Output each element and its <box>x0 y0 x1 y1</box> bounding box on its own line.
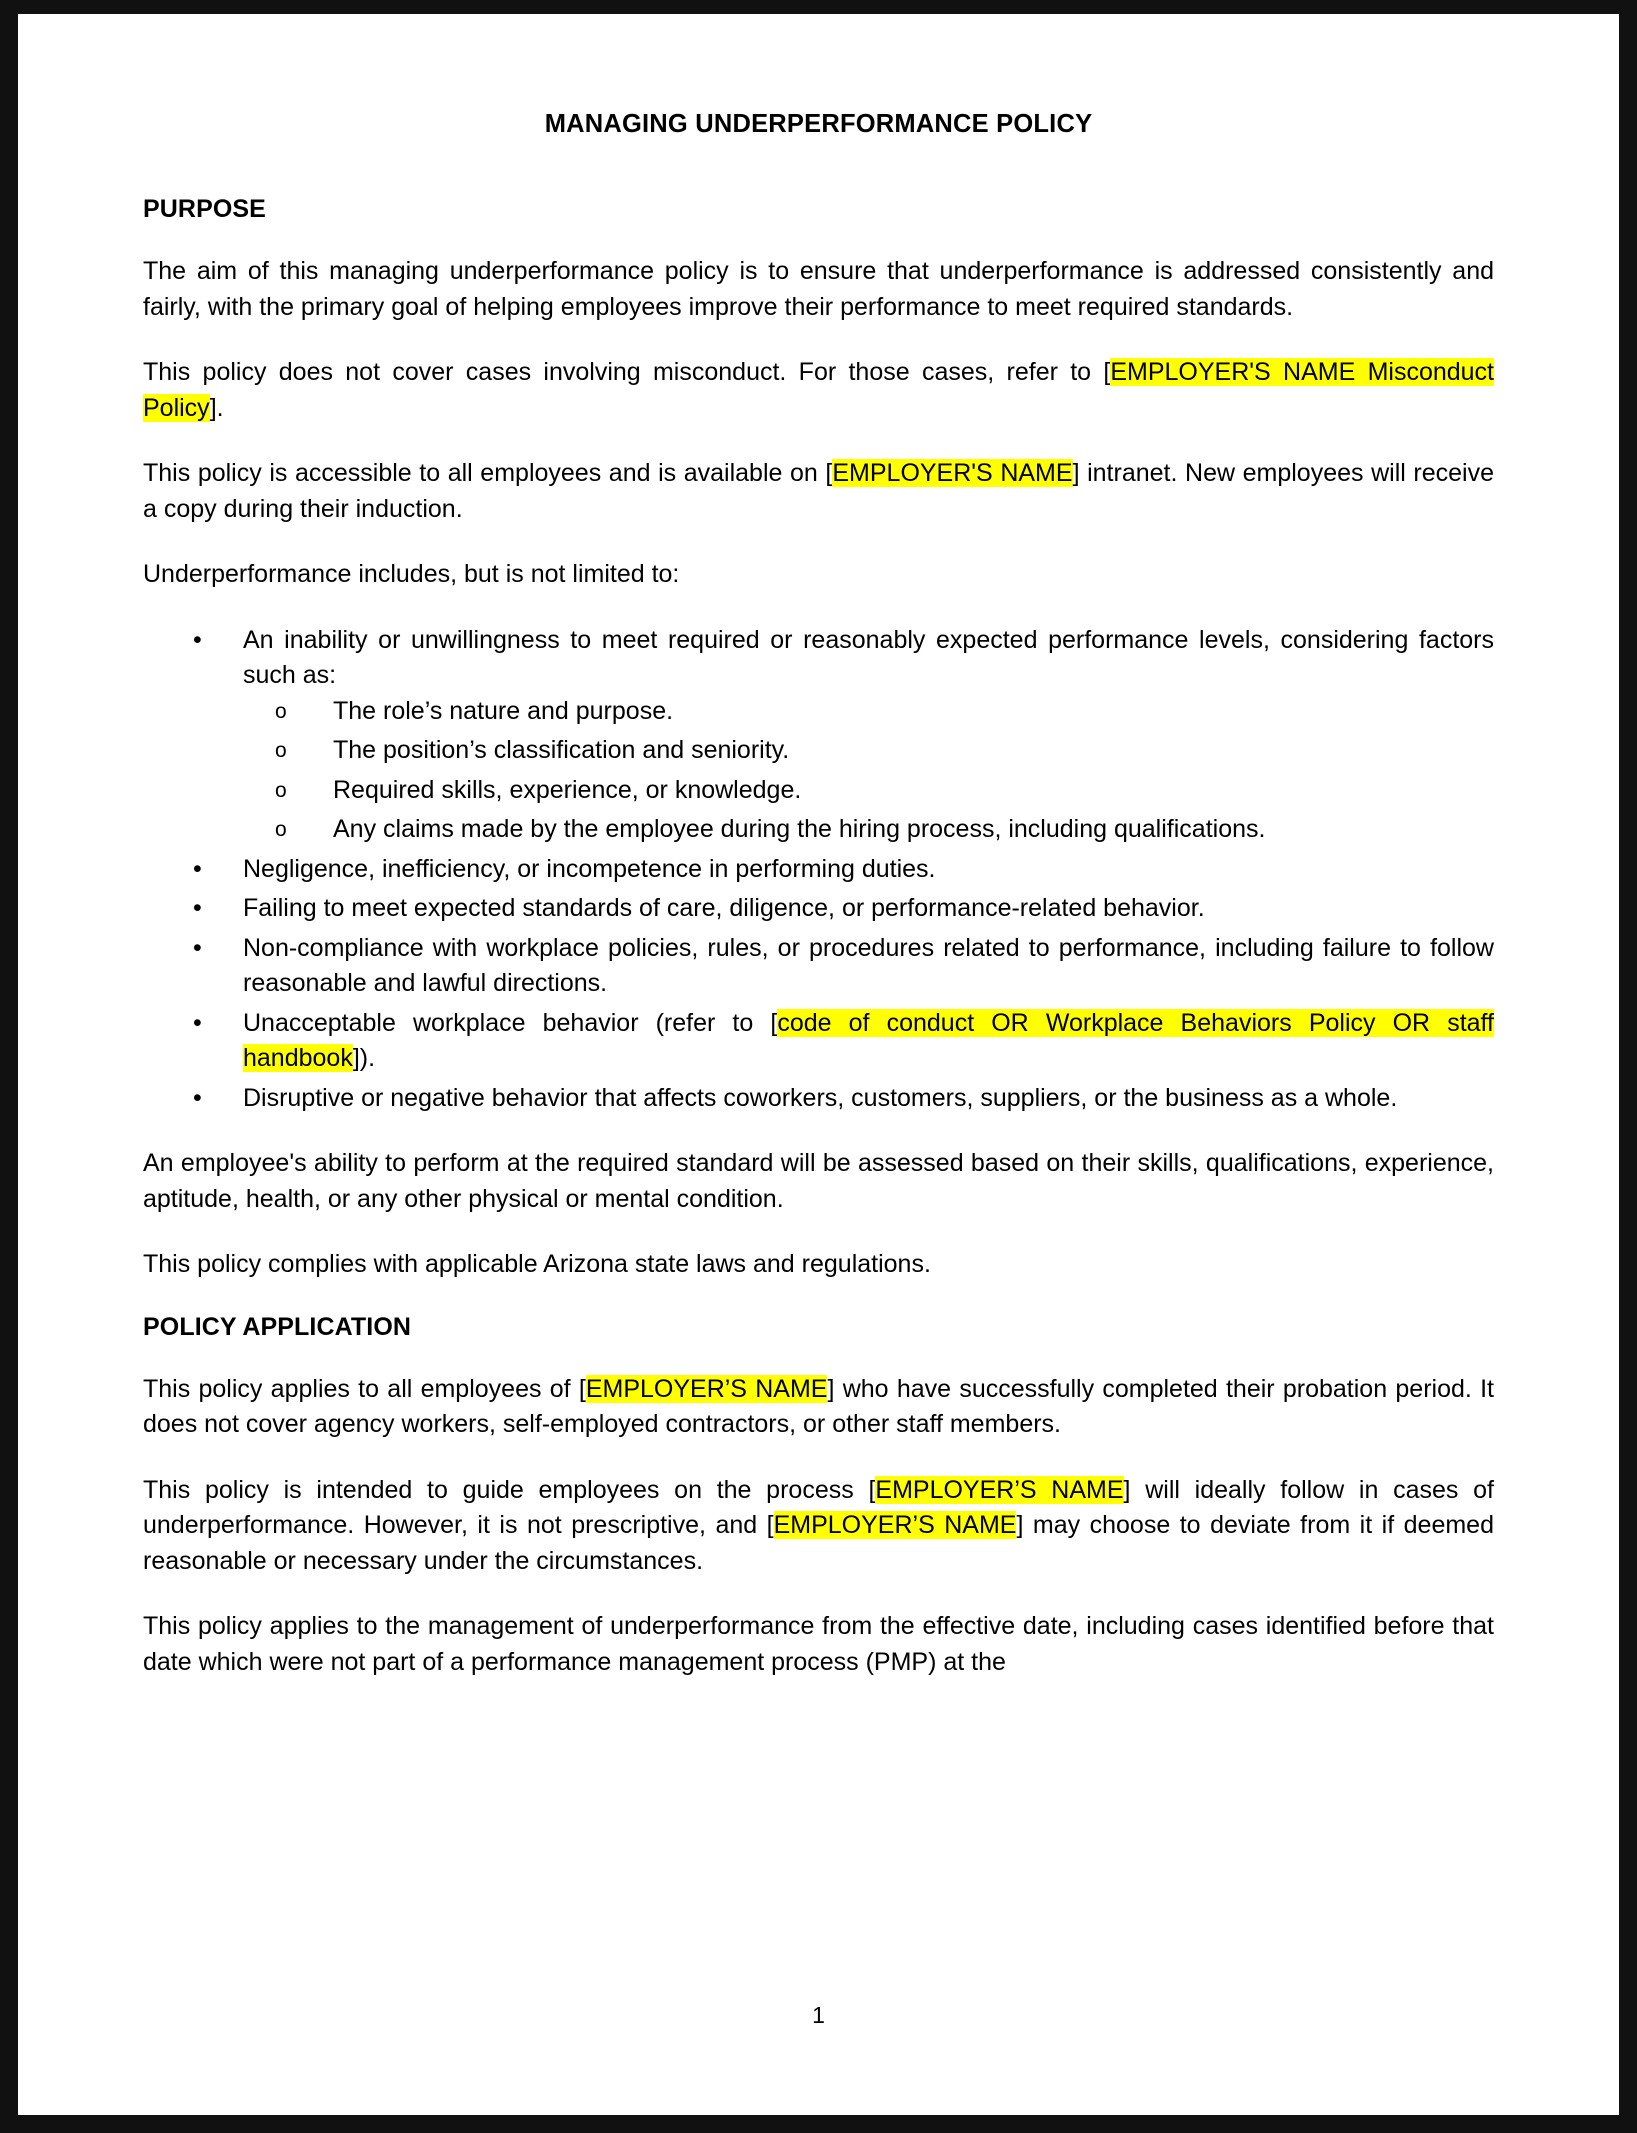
pa-p2-text-c: ] may choose to deviate from it if deemed reasonable or necessary under the circumstances. <box>143 1511 1494 1575</box>
list-item-label: Non-compliance with workplace policies, rules, or procedures related to performance, including failure to follow reasonable and lawful directions. <box>243 933 1494 997</box>
list-item <box>243 694 1494 730</box>
list-item-label: The role’s nature and purpose. <box>333 696 674 725</box>
pa-p2-text-b: ] will ideally follow in cases of underperformance. However, it is not prescriptive, and [ <box>143 1475 1494 1539</box>
document-page <box>18 14 1619 2115</box>
list-item-text-b: ]). <box>352 1044 376 1072</box>
purpose-p2-text-b: ]. <box>209 393 224 422</box>
bullet-circle-icon: o <box>275 699 287 723</box>
policy-application-paragraph-3: This policy applies to the management of underperformance from the effective date, including cases identified before that date which were not part of a performance management process (PMP) at the <box>143 1612 1494 1676</box>
pa-p1-highlight: EMPLOYER’S NAME <box>585 1374 828 1403</box>
underperformance-list <box>143 623 1494 1117</box>
page-number: 1 <box>812 2002 825 2028</box>
purpose-p3-text-b: ] intranet. New employees will receive a copy during their induction. <box>143 459 1494 523</box>
list-item <box>143 891 1494 927</box>
list-item <box>143 1081 1494 1117</box>
sub-bullet-list <box>243 694 1494 848</box>
list-item-label: Negligence, inefficiency, or incompetence in performing duties. <box>243 854 936 883</box>
document-title: MANAGING UNDERPERFORMANCE POLICY <box>544 110 1093 138</box>
purpose-paragraph-4: Underperformance includes, but is not limited to: <box>143 560 680 588</box>
section-heading-purpose: PURPOSE <box>143 195 266 223</box>
list-item <box>143 852 1494 888</box>
list-item-label: Disruptive or negative behavior that affects coworkers, customers, suppliers, or the business as a whole. <box>243 1083 1398 1112</box>
list-item-label: Required skills, experience, or knowledge. <box>333 775 802 804</box>
list-item-label: Any claims made by the employee during the hiring process, including qualifications. <box>333 815 1266 843</box>
list-item <box>243 812 1494 848</box>
purpose-paragraph-6: This policy complies with applicable Arizona state laws and regulations. <box>143 1250 931 1278</box>
list-item <box>243 773 1494 809</box>
purpose-paragraph-2 <box>143 355 1494 426</box>
purpose-p2-highlight: EMPLOYER'S NAME Misconduct Policy <box>143 358 1495 422</box>
purpose-paragraph-1: The aim of this managing underperformance policy is to ensure that underperformance is addressed consistently and fairly, with the primary goal of helping employees improve their performance to meet required standards. <box>143 257 1494 321</box>
bullet-dot-icon: • <box>193 894 202 922</box>
policy-application-paragraph-2 <box>143 1473 1494 1580</box>
bullet-circle-icon: o <box>275 778 287 802</box>
list-item-text-a: Unacceptable workplace behavior (refer to [ <box>243 1008 778 1037</box>
pa-p2-highlight-2: EMPLOYER’S NAME <box>773 1511 1017 1539</box>
bullet-dot-icon: • <box>193 933 202 962</box>
policy-application-paragraph-1 <box>143 1372 1494 1443</box>
bullet-dot-icon: • <box>193 625 202 654</box>
list-item <box>143 931 1494 1002</box>
list-item <box>243 733 1494 769</box>
purpose-p3-text-a: This policy is accessible to all employees and is available on [ <box>143 459 833 487</box>
pa-p1-text-a: This policy applies to all employees of [ <box>143 1374 586 1403</box>
purpose-paragraph-3 <box>143 456 1494 527</box>
list-item-label: Failing to meet expected standards of care, diligence, or performance-related behavior. <box>243 894 1205 922</box>
purpose-paragraph-5: An employee's ability to perform at the required standard will be assessed based on their skills, qualifications, experience, aptitude, health, or any other physical or mental condition. <box>143 1149 1494 1213</box>
purpose-p2-text-a: This policy does not cover cases involving misconduct. For those cases, refer to [ <box>143 358 1111 386</box>
bullet-dot-icon: • <box>193 854 202 883</box>
pa-p1-text-b: ] who have successfully completed their probation period. It does not cover agency workers, self-employed contractors, or other staff members. <box>143 1374 1494 1438</box>
purpose-p3-highlight: EMPLOYER'S NAME <box>832 459 1073 487</box>
list-item-label: The position’s classification and seniority. <box>333 736 790 764</box>
bullet-dot-icon: • <box>193 1008 202 1037</box>
pa-p2-text-a: This policy is intended to guide employees on the process [ <box>143 1475 876 1504</box>
list-item-highlight: code of conduct OR Workplace Behaviors Policy OR staff handbook <box>243 1008 1494 1072</box>
pa-p2-highlight-1: EMPLOYER’S NAME <box>875 1475 1124 1504</box>
list-item-label: An inability or unwillingness to meet required or reasonably expected performance levels, considering factors such as: <box>243 625 1494 689</box>
section-heading-policy-application: POLICY APPLICATION <box>143 1312 412 1341</box>
underperformance-bullet-list <box>143 623 1494 1117</box>
bullet-circle-icon: o <box>275 739 287 762</box>
list-item <box>143 623 1494 848</box>
bullet-circle-icon: o <box>275 818 287 841</box>
bullet-dot-icon: • <box>193 1083 202 1112</box>
list-item <box>143 1006 1494 1077</box>
